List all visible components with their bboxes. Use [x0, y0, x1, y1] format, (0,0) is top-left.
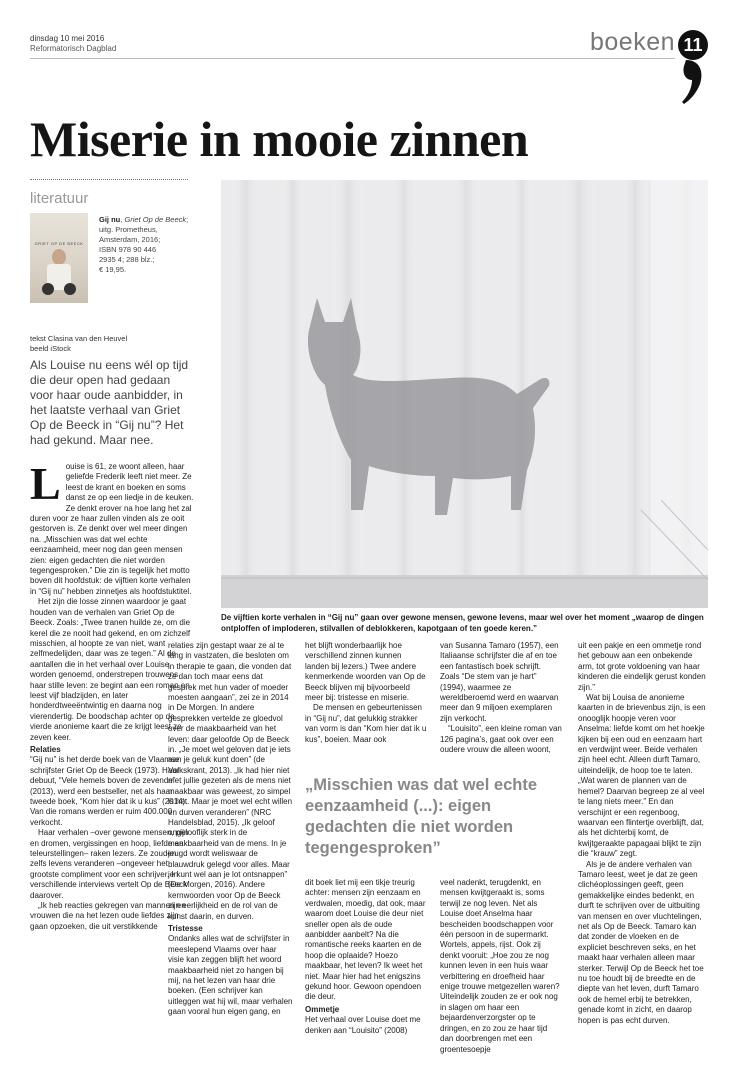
- book-cover-image: [30, 213, 88, 303]
- paragraph: [30, 458, 194, 597]
- subheading: Relaties: [30, 744, 61, 754]
- page-number-badge: 11: [678, 30, 708, 60]
- book-price: € 19,95.: [99, 265, 127, 274]
- category-label: literatuur: [30, 190, 89, 207]
- paragraph: Wat bij Louisa de anonieme kaarten in de brievenbus zijn, is een onooglijk hoopje veren voor Anselma: liefde komt om het hoekje kijken bij een oud en eenzaam hart en verdwijnt weer. Beide verhalen zijn heel echt. Alleen durft Tamaro, uiteindelijk, de hoop toe te laten. „Wat waren de plannen van de hemel? Daarvan begreep ze al veel te lang niets meer.” En dan verschijnt er een regenboog, waarvan een flintertje overblijft, dat, als het dichterbij komt, de kwijtgeraakte papagaai blijkt te zijn die “krauw” zegt.: [578, 693, 706, 859]
- intro-lead: Als Louise nu eens wél op tijd die deur open had gedaan voor haar oude aanbidder, in het laatste verhaal van Griet Op de Beeck in “Gij nu”? Het had gekund. Maar nee.: [30, 358, 189, 447]
- category-divider: [30, 179, 188, 180]
- comma-tail-icon: [682, 58, 706, 106]
- paragraph: veel nadenkt, terugdenkt, en mensen kwijtgeraakt is, soms terwijl ze nog leven. Net als Louise doet Anselma haar bescheiden boodschappen voor één persoon in de supermarkt. Wortels, appels, rijst. Ook zij denkt vooruit: „Hoe zou ze nog kunnen leven in een huis waar verbittering en droefheid haar enige trouwe metgezellen waren? Uiteindelijk zouden ze er ook nog in slagen om haar een bejaardenverzorgster op te dringen, en zo zou ze haar tijd dan doorbrengen met een groentesoepje: [440, 878, 560, 1054]
- book-cover-title: GRIET OP DE BEECK: [34, 241, 84, 246]
- paragraph: van Susanna Tamaro (1957), een Italiaanse schrijfster die af en toe een fantastisch boek schrijft. Zoals “De stem van je hart” (1994), waarmee ze wereldberoemd werd en waarvan meer dan 9 miljoen exemplaren zijn verkocht.: [440, 641, 559, 723]
- credit-image: beeld iStock: [30, 344, 71, 353]
- paragraph: De mensen en gebeurtenissen in “Gij nu”, dat gelukkig strakker van vorm is dan “Kom hier dat ik u kus”, boeien. Maar ook: [305, 703, 427, 744]
- book-isbn: ISBN 978 90 446: [99, 245, 157, 254]
- book-title: Gij nu: [99, 215, 121, 224]
- pull-quote: „Misschien was dat wel echte eenzaamheid (...): eigen gedachten die niet worden tegengesproken”: [305, 776, 537, 857]
- book-details: Gij nu, Griet Op de Beeck; uitg. Prometheus, Amsterdam, 2016; ISBN 978 90 446 2935 4; 288 blz.; € 19,95.: [99, 215, 189, 274]
- headline: Miserie in mooie zinnen: [30, 111, 529, 167]
- credits: [30, 334, 127, 354]
- paper-name: Reformatorisch Dagblad: [30, 44, 117, 53]
- article-column-3-cont: [305, 878, 427, 1036]
- paragraph: Het verhaal over Louise doet me denken aan “Louisito” (2008): [305, 1015, 421, 1035]
- issue-date: [30, 34, 116, 54]
- paragraph-text: ouise is 61, ze woont alleen, haar geliefde Frederik leeft niet meer. Ze leest de krant en boeken en soms danst ze op een liedje in de keuken. Ze denkt erover na hoe lang het zal duren voor ze haar zullen vinden als ze ooit gestorven is. Ze denkt over wel meer dingen na. „Misschien was dat wel echte eenzaamheid, meer nog dan geen mensen zien: eigen gedachten die niet worden tegengesproken.” Die zin is tegelijk het motto boven dit hoofdstuk: de vijftien korte verhalen in “Gij nu” hebben zinnetjes als hoofdstuktitel.: [30, 462, 194, 596]
- cat-silhouette-photo: [221, 180, 708, 608]
- article-column-4: [440, 641, 562, 755]
- article-column-3: [305, 641, 427, 745]
- curtain-cat-photo: [221, 180, 708, 608]
- paragraph: het blijft wonderbaarlijk hoe verschillend zinnen kunnen landen bij lezers.) Twee andere kenmerkende woorden van Op de Beeck blijven mij bijvoorbeeld meer bij: tristesse en miserie.: [305, 641, 426, 703]
- subheading: Tristesse: [168, 923, 203, 933]
- paragraph: “Louisito”, een kleine roman van 126 pagina’s, gaat ook over een oudere vrouw die alleen woont,: [440, 724, 562, 755]
- drop-cap: L: [30, 458, 61, 509]
- book-author: Griet Op de Beeck: [124, 215, 187, 224]
- paragraph: Haar verhalen –over gewone mensen, pijn en dromen, vergissingen en hoop, liefde en teleurstellingen– raken lezers. Ze zouden zelfs levens veranderen –ongeveer het grootste compliment voor een schrijver. In verschillende interviews vertelt Op de Beeck daarover.: [30, 828, 189, 900]
- paragraph: „Ik heb reacties gekregen van mannen en vrouwen die na het lezen oude liefdes zijn gaan opzoeken, die uit verstikkende: [30, 901, 186, 931]
- issue-date-text: dinsdag 10 mei 2016: [30, 34, 105, 43]
- paragraph: “Gij nu” is het derde boek van de Vlaamse schrijfster Griet Op de Beeck (1973). Haar debuut, “Vele hemels boven de zevende” (2013), werd een bestseller, net als haar tweede boek, “Kom hier dat ik u kus” (2014). Van die romans werden er ruim 400.000 verkocht.: [30, 755, 188, 827]
- subheading: Ommetje: [305, 1004, 340, 1014]
- paragraph: uit een pakje en een ommetje rond het gebouw aan een onbekende arm, tot grote voldoening van haar kinderen die eindelijk gerust konden zijn.”: [578, 641, 706, 692]
- article-column-4-cont: [440, 878, 562, 1055]
- book-city-year: Amsterdam, 2016;: [99, 235, 161, 244]
- book-publisher: uitg. Prometheus,: [99, 225, 158, 234]
- header-divider: [30, 58, 675, 59]
- paragraph: Als je de andere verhalen van Tamaro leest, weet je dat ze geen clichéoplossingen geeft, geen gemakkelijke eindes bedenkt, en durft te schrijven over de uitbuiting van mensen en over vluchtelingen, net als Op de Beeck. Tamaro kan dat zonder de vloeken en de expliciet beschreven seks, en het maakt haar verhalen alleen maar sterker. Terwijl Op de Beeck het toe nu toe houdt bij de breedte en de diepte van het leven, durft Tamaro ook de hemel erbij te betrekken, genade komt in zicht, en daarop hopen is pas echt durven.: [578, 859, 704, 1025]
- section-title: boeken: [590, 28, 676, 56]
- article-column-5: [578, 641, 708, 1026]
- credit-text: tekst Clasina van den Heuvel: [30, 334, 128, 343]
- paragraph: Het zijn die losse zinnen waardoor je gaat houden van de verhalen van Griet Op de Beeck. Zoals: „Twee tranen huilde ze, om die kerel die ze nooit had gekend, en om zichzelf misschien, al hoopte ze van niet, want zelfmedelijden, daar was ze tegen.” Al de aantallen die in het verhaal over Louise worden genoemd, onderstrepen trouwens haar stille leven: ze begint aan een roman en leest vijf bladzijden, en later honderdtweeëntwintig en daarna nog vierendertig. De boodschap achter op de vierde anonieme kaart die ze krijgt leest ze zeven keer.: [30, 597, 191, 742]
- paragraph: dit boek liet mij een tikje treurig achter: mensen zijn eenzaam en verdwalen, moedig, dat ook, maar waarom doet Louise die deur niet sneller open als de oude aanbidder aanbelt? Na die romantische reeks kaarten en de hoop die oplaaide? Hoezo maakbaar, het leven? Ik weet het niet. Maar hier had het enigszins gekund hoor. Gewoon opendoen die deur.: [305, 878, 426, 1002]
- paragraph: relaties zijn gestapt waar ze al te lang in vastzaten, die besloten om in therapie te gaan, die vonden dat ze dan toch maar eens dat gesprek met hun vader of moeder moesten aangaan”, zei ze in 2014 in De Morgen. In andere gesprekken vertelde ze gloedvol over de maakbaarheid van het leven: daar geloofde Op de Beeck in. „Je moet wel geloven dat je iets aan je geluk kunt doen” (de Volkskrant, 2013). „Ik had hier niet met jullie gezeten als de mens niet maakbaar was geweest, zo simpel is het. Maar je moet wel echt willen en durven veranderen” (NRC Handelsblad, 2015). „Ik geloof ongelooflijk sterk in de maakbaarheid van de mens. In je jeugd wordt weliswaar de blauwdruk gelegd voor alles. Maar je kunt wel aan je lot ontsnappen” (De Morgen, 2016). Andere kernwoorden voor Op de Beeck zijn eerlijkheid en de rol van de kunst daarin, en durven.: [168, 641, 293, 921]
- article-column-2: [168, 641, 293, 1018]
- photo-caption: De vijftien korte verhalen in “Gij nu” gaan over gewone mensen, gewone levens, maar wel over het moment „waarop de dingen ontploffen of imploderen, stilvallen of deblokkeren, kapotgaan of ten goede keren.”: [221, 613, 704, 633]
- book-isbn-pages: 2935 4; 288 blz.;: [99, 255, 155, 264]
- paragraph: Ondanks alles wat de schrijfster in meeslepend Vlaams over haar visie kan zeggen blijft het woord maakbaarheid niet zo hangen bij mij, na het lezen van haar drie boeken. (Een schrijver kan uitleggen wat hij wil, maar verhalen gaan vooral hun eigen gang, en: [168, 934, 293, 1017]
